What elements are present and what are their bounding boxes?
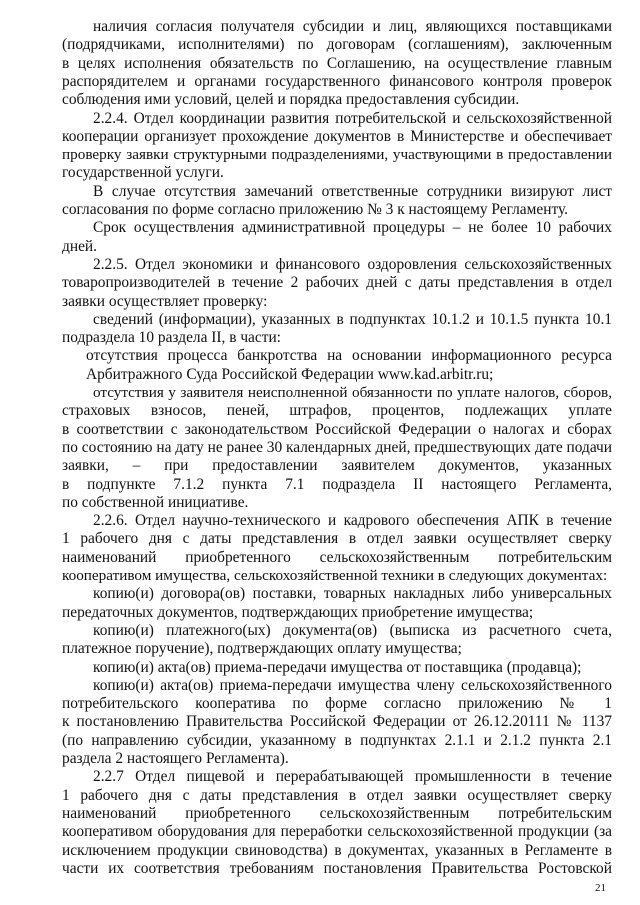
text-line: в подпункте 7.1.2 пункта 7.1 подраздела II настоящего Регламента,: [62, 475, 612, 493]
text-line: распорядителем и органами государственного финансового контроля проверок: [62, 72, 612, 90]
text-line: товаропроизводителей в течение 2 рабочих дней с даты представления в отдел: [62, 274, 612, 292]
text-line: 2.2.7 Отдел пищевой и перерабатывающей промышленности в течение: [93, 768, 612, 786]
text-line: наименований приобретенного сельскохозяйственным потребительским: [62, 548, 612, 566]
text-line: 2.2.5. Отдел экономики и финансового оздоровления сельскохозяйственных: [93, 255, 612, 273]
text-line: наименований приобретенного сельскохозяйственным потребительским: [62, 804, 612, 822]
text-line: в целях исполнения обязательств по Соглашению, на осуществление главным: [62, 54, 612, 72]
text-line: кооперации организует прохождение документов в Министерстве и обеспечивает: [62, 127, 612, 145]
text-line: раздела 2 настоящего Регламента).: [62, 750, 289, 767]
text-line: отсутствия процесса банкротства на основании информационного ресурса: [86, 347, 612, 365]
text-line: копию(и) договора(ов) поставки, товарных накладных либо универсальных: [93, 585, 612, 603]
text-line: проверку заявки структурными подразделениями, участвующими в предоставлении: [62, 146, 612, 164]
text-line: В случае отсутствия замечаний ответственные сотрудники визируют лист: [93, 182, 612, 200]
text-line: части их соответствия требованиям постановления Правительства Ростовской: [62, 859, 612, 877]
text-line: (подрядчиками, исполнителями) по договорам (соглашениям), заключенным: [62, 36, 612, 54]
text-line: по состоянию на дату не ранее 30 календарных дней, предшествующих дате подачи: [62, 438, 613, 456]
text-line: копию(и) акта(ов) приема-передачи имущества члену сельскохозяйственного: [93, 676, 612, 694]
text-line: наличия согласия получателя субсидии и лиц, являющихся поставщиками: [93, 18, 612, 35]
text-line: (по направлению субсидии, указанному в подпунктах 2.1.1 и 2.1.2 пункта 2.1: [62, 731, 612, 749]
text-line: заявки, – при предоставлении заявителем документов, указанных: [62, 457, 612, 475]
text-line: копию(и) акта(ов) приема-передачи имущества от поставщика (продавца);: [93, 658, 582, 676]
text-line: заявки осуществляет проверку:: [62, 292, 268, 310]
text-line: в соответствии с законодательством Российской Федерации о налогах и сборах: [62, 420, 612, 438]
text-line: потребительского кооператива по форме согласно приложению № 1: [62, 695, 612, 713]
text-line: государственной услуги.: [62, 164, 224, 182]
text-line: 2.2.6. Отдел научно-технического и кадрового обеспечения АПК в течение: [93, 512, 612, 530]
text-line: дней.: [62, 237, 97, 255]
text-line: 2.2.4. Отдел координации развития потребительской и сельскохозяйственной: [93, 109, 612, 127]
text-line: 1 рабочего дня с даты представления в отдел заявки осуществляет сверку: [62, 786, 612, 804]
text-line: 1 рабочего дня с даты представления в отдел заявки осуществляет сверку: [62, 530, 612, 548]
text-line: Срок осуществления административной процедуры – не более 10 рабочих: [93, 219, 612, 237]
text-line: по собственной инициативе.: [62, 493, 249, 511]
text-line: исключением продукции свиноводства) в документах, указанных в Регламенте в: [62, 841, 612, 859]
text-line: копию(и) платежного(ых) документа(ов) (выписка из расчетного счета,: [93, 621, 612, 639]
text-line: кооперативом оборудования для переработки сельскохозяйственной продукции (за: [62, 823, 612, 841]
text-line: страховых взносов, пеней, штрафов, процентов, подлежащих уплате: [62, 402, 612, 420]
text-line: Арбитражного Суда Российской Федерации www.kad.arbitr.ru;: [86, 365, 494, 383]
text-line: к постановлению Правительства Российской Федерации от 26.12.20111 № 1137: [62, 713, 612, 731]
text-line: соблюдения ими условий, целей и порядка предоставления субсидии.: [62, 91, 520, 109]
page-number: 21: [595, 882, 606, 894]
text-line: подраздела 10 раздела II, в части:: [62, 329, 281, 347]
text-line: передаточных документов, подтверждающих приобретение имущества;: [62, 603, 534, 621]
text-line: согласования по форме согласно приложению № 3 к настоящему Регламенту.: [62, 201, 568, 218]
text-line: платежное поручение), подтверждающих оплату имущества;: [62, 640, 462, 658]
text-line: кооперативом имущества, сельскохозяйственной техники в следующих документах:: [62, 567, 608, 584]
text-line: отсутствия у заявителя неисполненной обязанности по уплате налогов, сборов,: [93, 384, 612, 401]
text-line: сведений (информации), указанных в подпунктах 10.1.2 и 10.1.5 пункта 10.1: [93, 310, 612, 328]
